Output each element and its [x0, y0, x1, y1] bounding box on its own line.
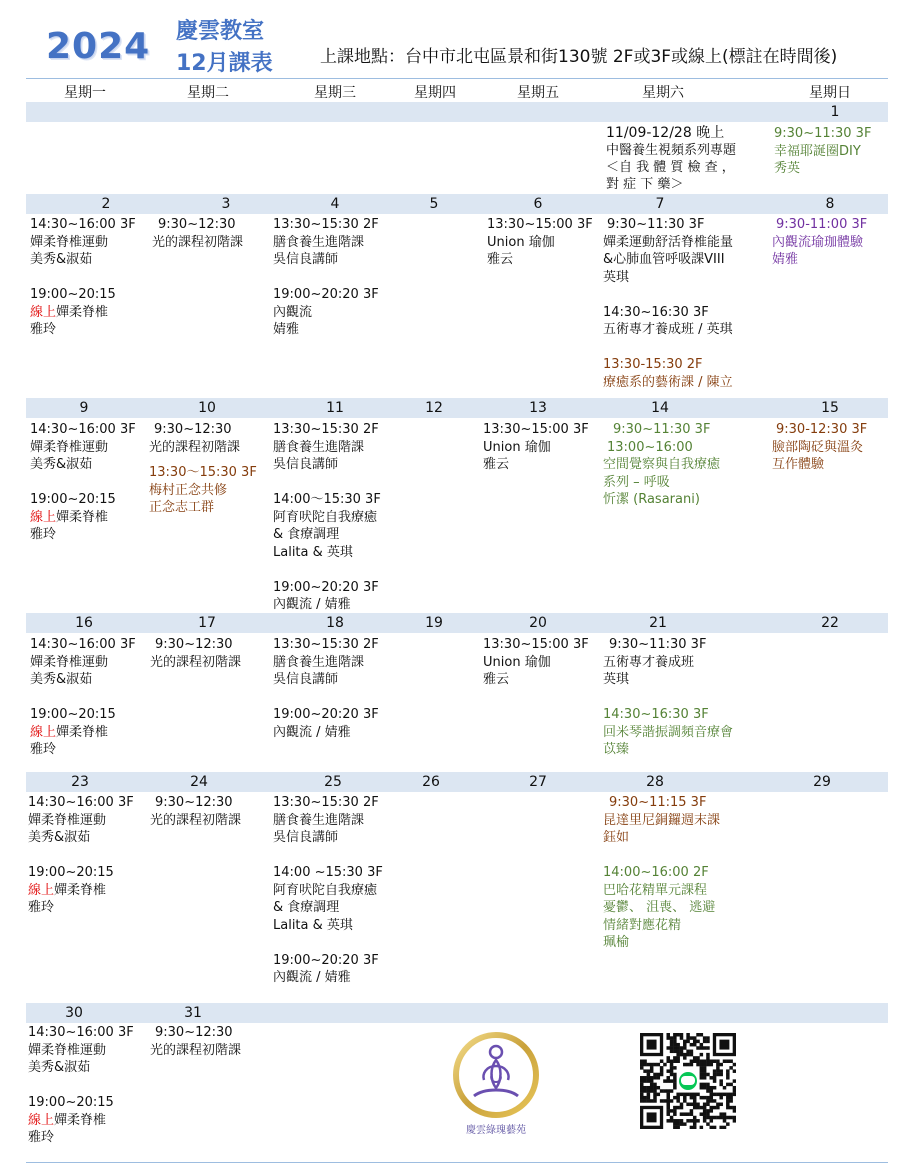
event-line: 巴哈花精單元課程 — [603, 882, 708, 898]
event-tue-week2 — [152, 216, 243, 251]
event-line: 13:30-15:30 2F — [603, 357, 703, 372]
event-line: 英琪 — [603, 672, 630, 687]
event-line: 回米琴諧振調頻音療會 — [603, 724, 734, 740]
event-line: 11/09-12/28 晚上 — [606, 125, 725, 141]
weekday-fri: 星期五 — [517, 85, 559, 101]
event-wed-week5 — [273, 794, 383, 987]
event-mon-week4 — [30, 636, 136, 759]
online-tag: 線上 — [28, 882, 55, 898]
logo-caption: 慶雲綠瑰藝苑 — [466, 1125, 526, 1136]
day-number: 19 — [425, 615, 443, 631]
line-qr-code[interactable] — [640, 1033, 736, 1129]
day-number: 27 — [529, 774, 547, 790]
event-line: 14:00 ~15:30 3F — [273, 865, 383, 880]
event-line: 五術專才養成班 — [603, 654, 695, 670]
event-line: 9:30~11:30 3F — [613, 422, 711, 437]
day-number: 13 — [529, 400, 547, 416]
event-wed-week4 — [273, 636, 379, 741]
qr-code-icon — [640, 1033, 736, 1129]
weekday-sat: 星期六 — [642, 85, 684, 101]
event-line: 9:30-12:30 3F — [776, 422, 868, 437]
event-sun-week3 — [772, 421, 867, 474]
day-number: 22 — [821, 615, 839, 631]
event-tue-week6 — [150, 1024, 241, 1059]
event-line: 梅村正念共修 — [149, 482, 228, 498]
day-number: 26 — [422, 774, 440, 790]
event-sat-week2 — [603, 216, 733, 391]
header — [0, 0, 907, 80]
day-number: 21 — [649, 615, 667, 631]
event-line: 13:30~15:30 2F — [273, 795, 379, 810]
event-line: 光的課程初階課 — [150, 1042, 242, 1058]
event-line: Union 瑜伽 — [483, 439, 551, 455]
event-line: 雅云 — [483, 457, 510, 472]
online-tag: 線上 — [30, 724, 57, 740]
event-line: 阿育吠陀自我療癒 — [273, 509, 378, 525]
event-line: 正念志工群 — [149, 500, 215, 515]
event-line: 內觀流 / 婧雅 — [273, 970, 351, 985]
day-number: 30 — [65, 1005, 83, 1021]
event-line: 苡臻 — [603, 742, 630, 757]
day-number: 4 — [330, 196, 340, 212]
event-sat-week3 — [603, 421, 720, 509]
online-tag: 線上 — [30, 509, 57, 525]
event-line: 14:30~16:00 3F — [28, 1025, 134, 1040]
day-number: 8 — [825, 196, 835, 212]
event-line: 14:30~16:30 3F — [603, 707, 709, 722]
event-mon-week2 — [30, 216, 136, 339]
footer-divider — [26, 1162, 888, 1163]
event-line: 嬋柔脊椎運動 — [28, 812, 107, 828]
event-fri-week3 — [483, 421, 589, 474]
event-line: 19:00~20:15 — [28, 865, 114, 880]
event-line: 吳信良講師 — [273, 672, 339, 687]
online-tag: 線上 — [28, 1112, 55, 1128]
event-line: 14:30~16:30 3F — [603, 304, 709, 320]
day-number: 28 — [646, 774, 664, 790]
day-number: 25 — [324, 774, 342, 790]
day-number: 18 — [326, 615, 344, 631]
event-line: 美秀&淑茹 — [30, 457, 93, 472]
event-mon-week5 — [28, 794, 134, 917]
event-line: 線上嬋柔脊椎 — [30, 509, 109, 525]
event-line: 線上嬋柔脊椎 — [30, 724, 109, 740]
event-line: 13:30~15:00 3F — [483, 422, 589, 437]
event-line: 內觀流 — [273, 304, 313, 320]
event-line: 線上嬋柔脊椎 — [28, 1112, 107, 1128]
event-line: 9:30~12:30 — [158, 217, 236, 232]
event-line: 13:30~15:00 3F — [483, 637, 589, 652]
event-line: 9:30~12:30 — [155, 795, 233, 810]
event-sun-week2 — [772, 216, 867, 269]
day-number: 7 — [655, 196, 665, 212]
event-sun-week1 — [774, 125, 871, 178]
event-line: 13:30～15:30 3F — [149, 465, 257, 480]
event-line: 美秀&淑茹 — [30, 672, 93, 687]
event-line: 互作體驗 — [772, 457, 825, 472]
event-line: 9:30~11:15 3F — [609, 795, 707, 810]
event-line: 嬋柔脊椎運動 — [28, 1042, 107, 1058]
event-line: 光的課程初階課 — [149, 439, 241, 455]
event-line: ＜自 我 體 質 檢 查 ， — [606, 160, 735, 175]
event-line: 秀英 — [774, 161, 801, 176]
event-line: &心肺血管呼吸課VIII — [603, 252, 725, 267]
event-line: 19:00~20:15 — [30, 492, 116, 507]
event-line: 膳食養生進階課 — [273, 439, 365, 455]
event-line: 14:30~16:00 3F — [30, 637, 136, 652]
event-line: 婧雅 — [772, 252, 799, 267]
event-line: 臉部陶砭與溫灸 — [772, 439, 864, 455]
event-line: 線上嬋柔脊椎 — [30, 304, 109, 320]
event-line: Union 瑜伽 — [487, 234, 555, 250]
event-line: 13:30~15:00 3F — [487, 217, 593, 232]
day-number: 3 — [221, 196, 231, 212]
online-tag: 線上 — [30, 304, 57, 320]
event-line: 14:30~16:00 3F — [30, 217, 136, 232]
event-line: 婧雅 — [273, 322, 300, 337]
event-tue-week5 — [150, 794, 241, 829]
event-line: 膳食養生進階課 — [273, 234, 365, 250]
day-number: 10 — [198, 400, 216, 416]
event-line: 吳信良講師 — [273, 252, 339, 267]
day-number: 14 — [651, 400, 669, 416]
weekday-sun: 星期日 — [809, 85, 851, 101]
event-sat-week5 — [603, 794, 720, 952]
week-1-band — [26, 102, 888, 122]
event-line: 五術專才養成班 / 英琪 — [603, 322, 733, 337]
day-number: 24 — [190, 774, 208, 790]
event-line: 14:30~16:00 3F — [30, 422, 136, 437]
event-sat-week1 — [606, 125, 736, 193]
day-number: 23 — [71, 774, 89, 790]
day-number: 17 — [198, 615, 216, 631]
event-line: 19:00~20:15 — [28, 1095, 114, 1110]
event-line: 19:00~20:20 3F — [273, 952, 379, 968]
event-line: 雅玲 — [28, 1130, 55, 1145]
event-fri-week4 — [483, 636, 589, 689]
event-line: Lalita & 英琪 — [273, 544, 353, 560]
event-line: 對 症 下 藥＞ — [606, 177, 684, 192]
event-line: & 食療調理 — [273, 527, 340, 542]
event-fri-week2 — [487, 216, 593, 269]
event-line: 19:00~20:15 — [30, 287, 116, 302]
day-number: 12 — [425, 400, 443, 416]
event-line: 空間覺察與自我療癒 — [603, 457, 721, 472]
event-line: 膳食養生進階課 — [273, 654, 365, 670]
event-line: 光的課程初階課 — [150, 812, 242, 828]
event-line: 憂鬱、 沮喪、 逃避 — [603, 900, 716, 915]
event-line: 13:30~15:30 2F — [273, 422, 379, 437]
event-line: 雅玲 — [30, 527, 57, 542]
event-line: 內觀流瑜珈體驗 — [772, 234, 864, 250]
event-line: 13:00~16:00 — [607, 439, 693, 455]
event-line: 9:30~12:30 — [155, 1025, 233, 1040]
event-line: 系列 – 呼吸 — [603, 474, 670, 490]
location-text: 上課地點：台中市北屯區景和街130號 2F或3F或線上(標註在時間後) — [320, 47, 838, 67]
event-line: 美秀&淑茹 — [30, 252, 93, 267]
event-line: 14:00~16:00 2F — [603, 865, 709, 880]
event-line: 鈺如 — [603, 830, 630, 845]
week-6-band — [26, 1003, 888, 1023]
event-tue-week4 — [150, 636, 241, 671]
event-line: 雅玲 — [28, 900, 55, 915]
header-divider — [26, 78, 888, 79]
event-line: 珮榆 — [603, 935, 630, 950]
weekday-tue: 星期二 — [187, 85, 229, 101]
event-line: 內觀流 / 婧雅 — [273, 724, 351, 740]
day-number: 16 — [75, 615, 93, 631]
event-mon-week3 — [30, 421, 136, 544]
event-line: Union 瑜伽 — [483, 654, 551, 670]
event-line: 9:30~11:30 3F — [609, 637, 707, 652]
event-line: 中醫養生視頻系列專題 — [606, 143, 737, 158]
classroom-title: 慶雲教室 — [176, 19, 265, 44]
year-title: 2024 — [46, 26, 151, 67]
event-line: 線上嬋柔脊椎 — [28, 882, 107, 898]
event-line: 9:30~11:30 3F — [774, 126, 872, 141]
event-line: 療癒系的藝術課 / 陳立 — [603, 374, 733, 390]
event-line: 忻潔 (Rasarani) — [603, 492, 700, 507]
event-line: 昆達里尼銅鑼週末課 — [603, 812, 721, 828]
event-line: 9:30~11:30 3F — [607, 217, 705, 232]
event-line: 幸福耶誕圈DIY — [774, 143, 861, 159]
event-line: 光的課程初階課 — [150, 654, 242, 670]
event-line: 19:00~20:20 3F — [273, 707, 379, 722]
meditation-figure-logo — [446, 1030, 558, 1142]
event-line: 美秀&淑茹 — [28, 830, 91, 845]
day-number: 6 — [533, 196, 543, 212]
day-number: 31 — [184, 1005, 202, 1021]
event-tue-week3 — [149, 421, 257, 517]
event-sat-week4 — [603, 636, 733, 759]
event-line: 嬋柔脊椎運動 — [30, 654, 109, 670]
event-line: 膳食養生進階課 — [273, 812, 365, 828]
event-line: 14:30~16:00 3F — [28, 795, 134, 810]
event-line: 19:00~20:15 — [30, 707, 116, 722]
weekday-thu: 星期四 — [414, 85, 456, 101]
event-line: 吳信良講師 — [273, 457, 339, 472]
event-line: 情緒對應花精 — [603, 917, 682, 933]
event-line: 英琪 — [603, 269, 630, 285]
event-line: Lalita & 英琪 — [273, 917, 353, 933]
event-line: 雅云 — [487, 252, 514, 267]
event-line: 內觀流 / 婧雅 — [273, 597, 351, 612]
day-number: 5 — [429, 196, 439, 212]
day-number: 9 — [79, 400, 89, 416]
event-line: 嬋柔脊椎運動 — [30, 439, 109, 455]
event-line: 光的課程初階課 — [152, 234, 244, 250]
event-line: 9:30-11:00 3F — [776, 217, 868, 232]
event-line: 13:30~15:30 2F — [273, 217, 379, 232]
day-number: 2 — [101, 196, 111, 212]
event-wed-week2 — [273, 216, 379, 339]
event-line: 9:30~12:30 — [154, 422, 232, 437]
event-line: 阿育吠陀自我療癒 — [273, 882, 378, 898]
event-line: 雅云 — [483, 672, 510, 687]
event-line: 雅玲 — [30, 322, 57, 337]
weekday-mon: 星期一 — [64, 85, 106, 101]
event-line: 14:00～15:30 3F — [273, 492, 381, 507]
schedule-title: 12月課表 — [176, 51, 273, 76]
event-line: 嬋柔脊椎運動 — [30, 234, 109, 250]
event-line: 19:00~20:20 3F — [273, 287, 379, 302]
event-wed-week3 — [273, 421, 381, 614]
event-line: 19:00~20:20 3F — [273, 579, 379, 595]
logo-icon — [446, 1030, 558, 1142]
event-line: 嬋柔運動舒活脊椎能量 — [603, 234, 734, 250]
day-number: 20 — [529, 615, 547, 631]
event-line: 雅玲 — [30, 742, 57, 757]
event-line: 吳信良講師 — [273, 830, 339, 845]
weekday-wed: 星期三 — [314, 85, 356, 101]
event-line: 9:30~12:30 — [155, 637, 233, 652]
day-number: 11 — [326, 400, 344, 416]
day-number: 29 — [813, 774, 831, 790]
day-number: 1 — [830, 104, 840, 120]
event-mon-week6 — [28, 1024, 134, 1147]
event-line: & 食療調理 — [273, 900, 340, 915]
event-line: 美秀&淑茹 — [28, 1060, 91, 1075]
event-line: 13:30~15:30 2F — [273, 637, 379, 652]
day-number: 15 — [821, 400, 839, 416]
